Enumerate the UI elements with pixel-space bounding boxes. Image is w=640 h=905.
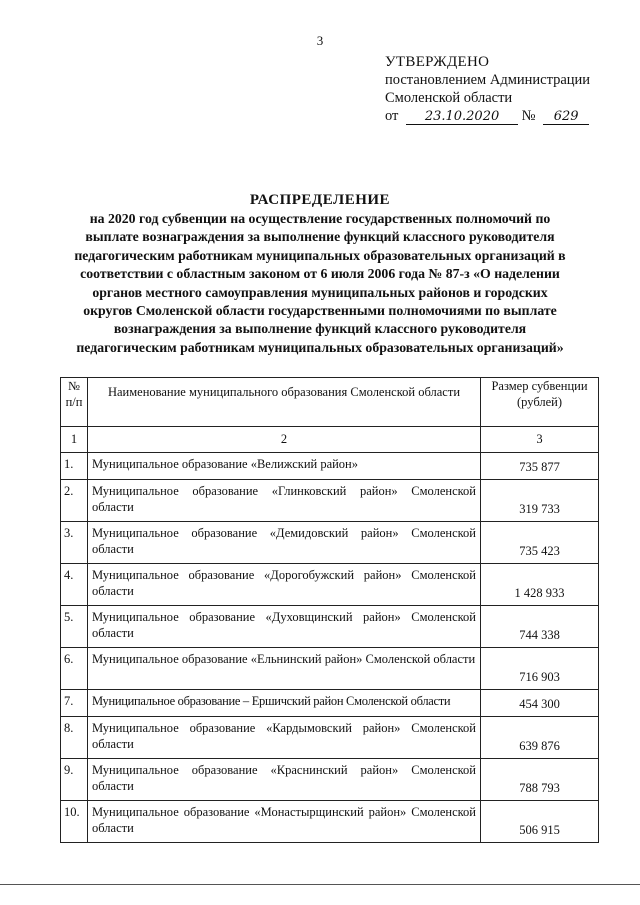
row-number: 7. — [61, 690, 88, 717]
row-number: 5. — [61, 606, 88, 648]
subtitle-line-7: вознаграждения за выполнение функций классного руководителя — [113, 321, 527, 337]
date-prefix: от — [385, 108, 399, 124]
table-row — [61, 564, 599, 606]
row-number: 1. — [61, 453, 88, 480]
number-prefix: № — [521, 108, 536, 124]
row-number: 9. — [61, 759, 88, 801]
column-number-row — [61, 427, 599, 453]
handwritten-number: 629 — [543, 109, 589, 125]
page-bottom-rule — [0, 884, 640, 885]
row-number: 2. — [61, 480, 88, 522]
document-title: РАСПРЕДЕЛЕНИЕ — [249, 192, 391, 208]
row-amount: 639 876 — [481, 717, 599, 759]
approval-line-1: постановлением Администрации — [385, 72, 591, 88]
column-number: 1 — [61, 427, 88, 453]
approval-date-line — [385, 107, 635, 125]
table-row — [61, 759, 599, 801]
row-name: Муниципальное образование «Дорогобужский район» Смоленской области — [88, 564, 481, 606]
subtitle-line-3: педагогическим работникам муниципальных образовательных организаций в — [74, 247, 566, 263]
row-name: Муниципальное образование – Ершичский район Смоленской области — [88, 690, 481, 717]
row-amount: 788 793 — [481, 759, 599, 801]
table-row — [61, 453, 599, 480]
table-row — [61, 801, 599, 843]
subtitle-line-2: выплате вознаграждения за выполнение функций классного руководителя — [85, 229, 555, 245]
header-amount: Размер субвенции (рублей) — [481, 378, 599, 427]
row-number: 3. — [61, 522, 88, 564]
row-name: Муниципальное образование «Демидовский район» Смоленской области — [88, 522, 481, 564]
row-number: 8. — [61, 717, 88, 759]
row-amount: 735 423 — [481, 522, 599, 564]
row-amount: 1 428 933 — [481, 564, 599, 606]
page-number: 3 — [316, 33, 324, 48]
table-header-row — [61, 378, 599, 427]
header-name: Наименование муниципального образования Смоленской области — [88, 378, 481, 427]
table-row — [61, 606, 599, 648]
approval-title: УТВЕРЖДЕНО — [385, 54, 490, 70]
table-row — [61, 690, 599, 717]
row-number: 6. — [61, 648, 88, 690]
row-name: Муниципальное образование «Духовщинский район» Смоленской области — [88, 606, 481, 648]
row-amount: 716 903 — [481, 648, 599, 690]
handwritten-date: 23.10.2020 — [406, 109, 518, 125]
table-row — [61, 717, 599, 759]
row-number: 4. — [61, 564, 88, 606]
subtitle-line-8: педагогическим работникам муниципальных образовательных организаций» — [76, 339, 564, 355]
column-number: 2 — [88, 427, 481, 453]
row-amount: 319 733 — [481, 480, 599, 522]
row-number: 10. — [61, 801, 88, 843]
column-number: 3 — [481, 427, 599, 453]
distribution-table — [60, 377, 599, 843]
table-row — [61, 648, 599, 690]
subtitle-line-1: на 2020 год субвенции на осуществление государственных полномочий по — [89, 211, 551, 226]
approval-line-2: Смоленской области — [385, 90, 513, 106]
row-name: Муниципальное образование «Краснинский район» Смоленской области — [88, 759, 481, 801]
approval-block — [385, 53, 635, 125]
row-name: Муниципальное образование «Глинковский район» Смоленской области — [88, 480, 481, 522]
table-row — [61, 480, 599, 522]
table-row — [61, 522, 599, 564]
subtitle-line-6: округов Смоленской области государственными полномочиями по выплате — [83, 303, 557, 319]
subtitle-line-5: органов местного самоуправления муниципальных районов и городских — [92, 284, 548, 300]
row-amount: 506 915 — [481, 801, 599, 843]
row-name: Муниципальное образование «Монастырщинский район» Смоленской области — [88, 801, 481, 843]
row-amount: 735 877 — [481, 453, 599, 480]
row-amount: 744 338 — [481, 606, 599, 648]
subtitle-line-4: соответствии с областным законом от 6 июля 2006 года № 87-з «О наделении — [80, 266, 560, 282]
header-number: № п/п — [61, 378, 88, 427]
row-amount: 454 300 — [481, 690, 599, 717]
document-heading — [40, 190, 600, 357]
row-name: Муниципальное образование «Кардымовский район» Смоленской области — [88, 717, 481, 759]
row-name: Муниципальное образование «Велижский район» — [88, 453, 481, 480]
row-name: Муниципальное образование «Ельнинский район» Смоленской области — [88, 648, 481, 690]
